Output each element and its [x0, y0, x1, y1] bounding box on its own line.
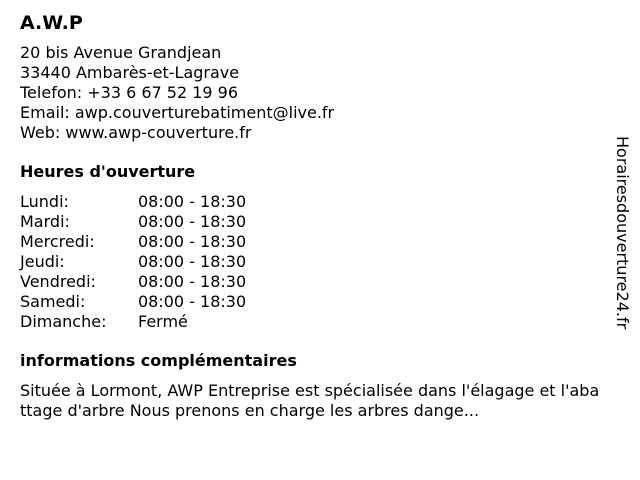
day-label: Vendredi:: [20, 272, 96, 291]
hours-row-friday: [20, 272, 605, 292]
watermark-text: Horairesdouverture24.fr: [613, 136, 632, 330]
day-hours: 08:00 - 18:30: [138, 292, 247, 311]
website-text: Web: www.awp-couverture.fr: [20, 123, 252, 142]
address-line-2: 33440 Ambarès-et-Lagrave: [20, 63, 240, 82]
day-label: Mardi:: [20, 212, 70, 231]
phone-text: Telefon: +33 6 67 52 19 96: [20, 83, 239, 102]
day-label: Dimanche:: [20, 312, 107, 331]
hours-row-thursday: [20, 252, 605, 272]
info-heading: informations complémentaires: [20, 351, 297, 370]
business-card: [20, 12, 605, 421]
address-line-1: 20 bis Avenue Grandjean: [20, 43, 222, 62]
day-hours: 08:00 - 18:30: [138, 232, 247, 251]
day-hours: 08:00 - 18:30: [138, 192, 247, 211]
day-hours: 08:00 - 18:30: [138, 212, 247, 231]
hours-table: [20, 192, 605, 332]
info-description: Située à Lormont, AWP Entreprise est spécialisée dans l'élagage et l'abattage d'arbre Nous prenons en charge les arbres dange...: [20, 381, 600, 420]
day-hours: Fermé: [138, 312, 188, 331]
day-label: Samedi:: [20, 292, 86, 311]
hours-row-wednesday: [20, 232, 605, 252]
email-text: Email: awp.couverturebatiment@live.fr: [20, 103, 335, 122]
day-hours: 08:00 - 18:30: [138, 272, 247, 291]
day-label: Lundi:: [20, 192, 69, 211]
hours-row-monday: [20, 192, 605, 212]
day-label: Mercredi:: [20, 232, 95, 251]
day-hours: 08:00 - 18:30: [138, 252, 247, 271]
hours-row-saturday: [20, 292, 605, 312]
business-name: A.W.P: [20, 12, 83, 34]
hours-row-sunday: [20, 312, 605, 332]
hours-row-tuesday: [20, 212, 605, 232]
hours-heading: Heures d'ouverture: [20, 162, 196, 181]
day-label: Jeudi:: [20, 252, 65, 271]
